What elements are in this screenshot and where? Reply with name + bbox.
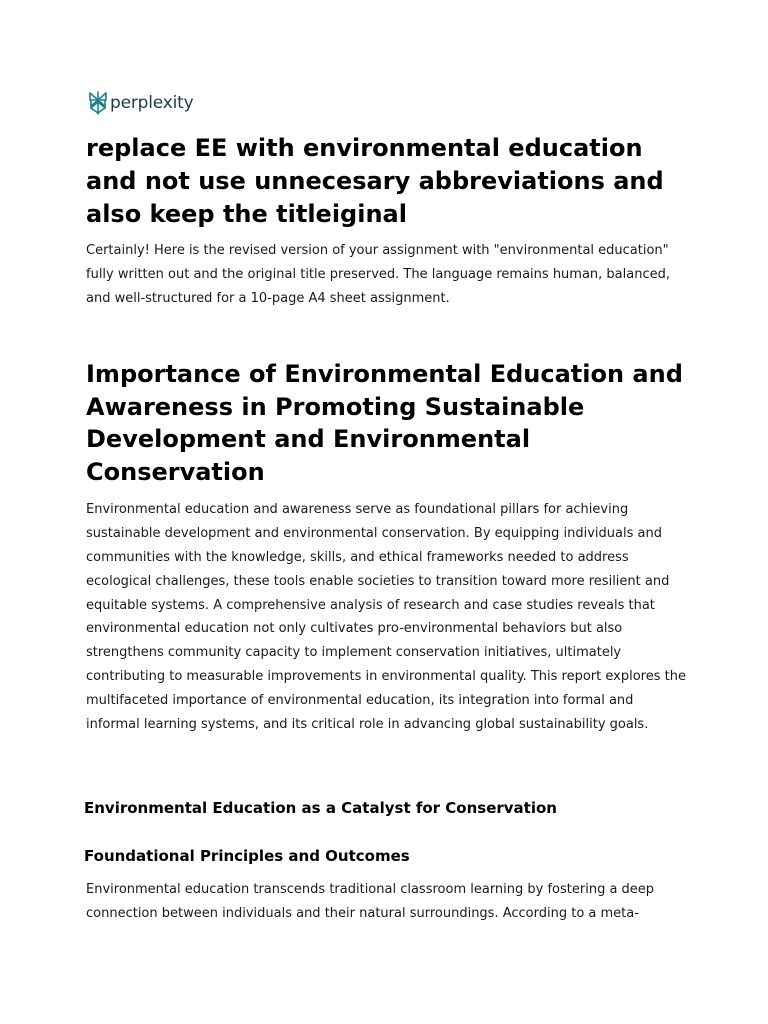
introduction-paragraph: Environmental education and awareness serve as foundational pillars for achieving sustainable development and environmental conservation. By equipping individuals and communities with the knowledge, skills, and ethical frameworks needed to address ecological challenges, these tools enable societies to transition toward more resilient and equitable systems. A comprehensive analysis of research and case studies reveals that environmental education not only cultivates pro-environmental behaviors but also strengthens community capacity to implement conservation initiatives, ultimately contributing to measurable improvements in environmental quality. This report explores the multifaceted importance of environmental education, its integration into formal and informal learning systems, and its critical role in advancing global sustainability goals. xyxy=(86,502,686,732)
answer-document xyxy=(86,132,686,926)
query-title: replace EE with environmental education and not use unnecesary abbreviations and also keep the titleiginal xyxy=(86,134,664,228)
section-heading: Environmental Education as a Catalyst for Conservation xyxy=(84,799,557,818)
logo-wordmark: perplexity xyxy=(110,93,194,113)
answer-intro: Certainly! Here is the revised version of your assignment with "environmental education" fully written out and the original title preserved. The language remains human, balanced, and well-structured for a 10-page A4 sheet assignment. xyxy=(86,243,670,306)
perplexity-logo-icon xyxy=(88,91,108,115)
body-paragraph: Environmental education transcends traditional classroom learning by fostering a deep connection between individuals and their natural surroundings. According to a meta- xyxy=(86,882,655,922)
document-title: Importance of Environmental Education and Awareness in Promoting Sustainable Development and Environmental Conservation xyxy=(86,360,683,486)
subsection-heading: Foundational Principles and Outcomes xyxy=(84,847,410,866)
perplexity-logo xyxy=(88,90,193,116)
